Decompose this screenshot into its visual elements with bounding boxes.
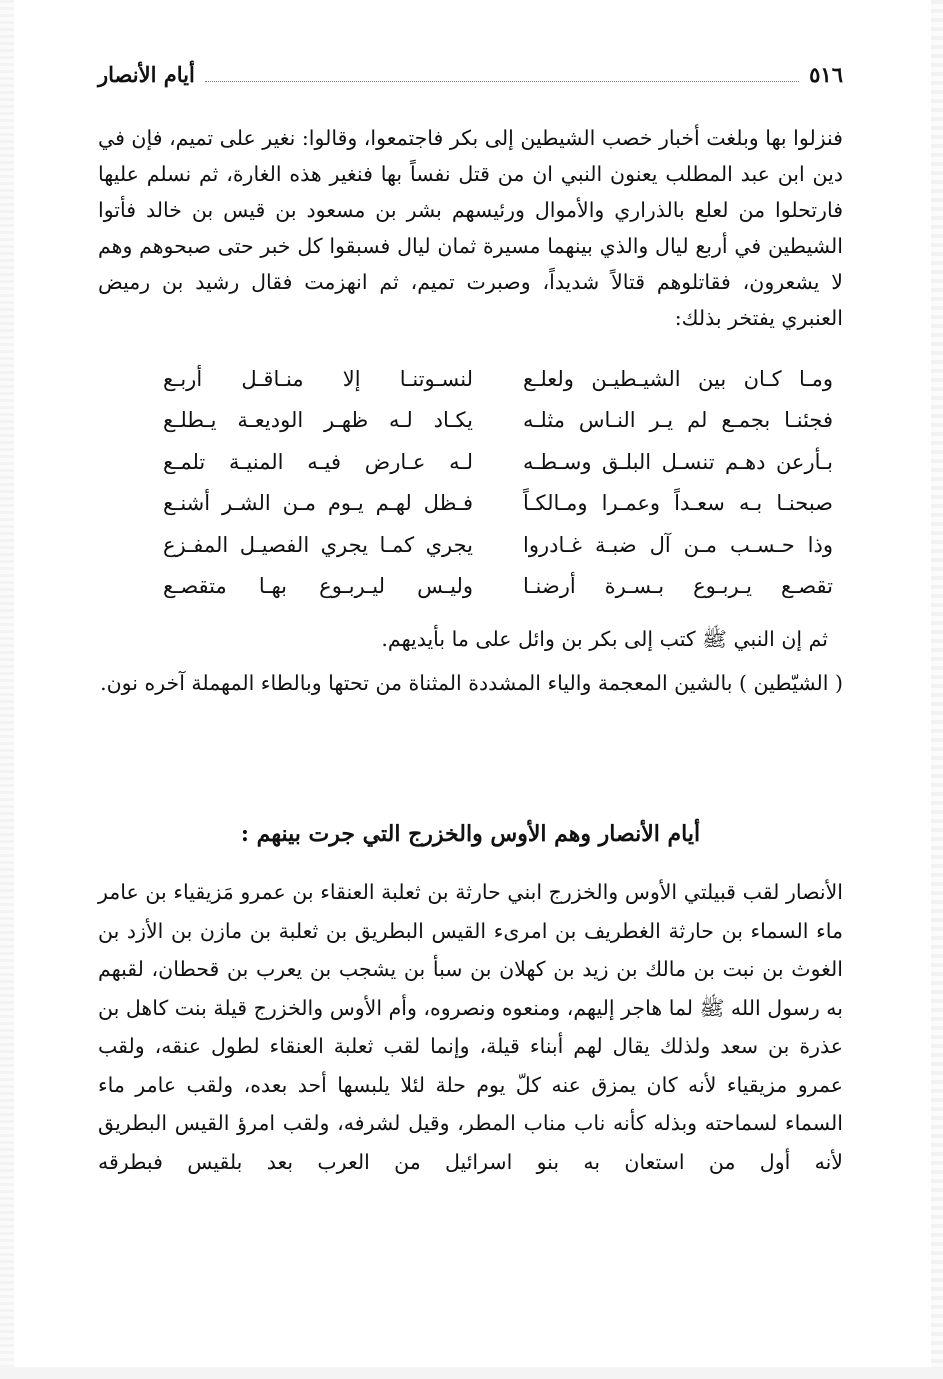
verse-second-hemistich: يكـاد لـه ظهـر الوديعـة يـطلـع [163,408,473,433]
scan-edge-left [0,0,14,1379]
verse-first-hemistich: صبحنـا بـه سعـداً وعمـرا ومـالكـاً [523,491,833,516]
verse-first-hemistich: وذا حـسـب مـن آل ضبـة غـادروا [523,532,833,557]
poem-verse [163,483,833,525]
section-heading: أيام الأنصار وهم الأوس والخزرج التي جرت بينهم : [240,821,701,847]
verse-first-hemistich: تقصـع يـربـوع بـسـرة أرضنـا [523,574,833,599]
poem-verse [163,524,833,566]
verse-first-hemistich: بـأرعن دهـم تنسـل البلـق وسـطـه [523,449,833,474]
intro-paragraph: فنزلوا بها وبلغت أخبار خصب الشيطين إلى بكر فاجتمعوا، وقالوا: نغير على تميم، فإن في دين ابن عبد المطلب يعنون النبي ان من قتل نفساً بها فنغير هذه الغارة، ثم نسلم عليها فارتحلوا من لعلع بالذراري والأموال ورئيسهم بشر بن مسعود بن قيس بن خالد فأتوا الشيطين في أربع ليال والذي بينهما مسيرة ثمان ليال فسبقوا كل خبر حتى صبحوهم وهم لا يشعرون، فقاتلوهم قتالاً شديداً، وصبرت تميم، ثم انهزمت فقال رشيد بن رميض العنبري يفتخر بذلك: [98,126,843,330]
scan-edge-right [931,0,943,1379]
poem-verse [163,566,833,608]
book-page [98,62,843,1202]
poem-verse [163,358,833,400]
verse-second-hemistich: فـظل لهـم يـوم مـن الشـر أشنـع [163,491,473,516]
verse-second-hemistich: لنسـوتنـا إلا منـاقـل أربـع [163,366,473,391]
verse-second-hemistich: وليـس ليـربـوع بهـا متقصـع [163,574,473,599]
verse-first-hemistich: فجئنـا بجمـع لم يـر النـاس مثلـه [523,408,833,433]
header-dotted-rule [205,81,799,82]
section-body-paragraph: الأنصار لقب قبيلتي الأوس والخزرج ابني حارثة بن ثعلبة العنقاء بن عمرو مَزيقياء بن عامر ماء السماء بن حارثة الغطريف بن امرىء القيس البطريق بن ثعلبة بن مازن بن الأزد بن الغوث بن نبت بن مالك بن زيد بن كهلان بن سبأ بن يشجب بن يعرب بن قحطان، لقبهم به رسول الله ﷺ لما هاجر إليهم، ومنعوه ونصروه، وأم الأوس والخزرج قيلة بنت كاهل بن عذرة بن سعد ولذلك يقال لهم أبناء قيلة، وإنما لقب ثعلبة العنقاء لطول عنقه، ولقب عمرو مزيقياء لأنه كان يمزق عنه كلّ يوم حلة لئلا يلبسها أحد بعده، ولقب عامر ماء السماء لسماحته وبذله كأنه ناب مناب المطر، وقيل لشرفه، ولقب امرؤ القيس البطريق لأنه أول من استعان به بنو اسرائيل من العرب بعد بلقيس فبطرقه [98,880,843,1174]
verse-first-hemistich: ومـا كـان بين الشيـطيـن ولعلـع [523,366,833,391]
footnote-paragraph: ( الشيّطين ) بالشين المعجمة والياء المشددة المثناة من تحتها وبالطاء المهملة آخره نون. [100,671,843,695]
poem-verse [163,441,833,483]
page-number: ٥١٦ [809,62,843,87]
verse-second-hemistich: يجري كمـا يجري الفصيـل المفـزع [163,532,473,557]
after-poem-line: ثم إن النبي ﷺ كتب إلى بكر بن وائل على ما بأيديهم. [381,627,828,651]
running-title: أيام الأنصار [98,62,195,87]
poem [163,358,833,607]
running-header [98,62,843,102]
poem-verse [163,400,833,442]
scan-edge-bottom [0,1367,943,1379]
verse-second-hemistich: لـه عـارض فيـه المنيـة تلمـع [163,449,473,474]
